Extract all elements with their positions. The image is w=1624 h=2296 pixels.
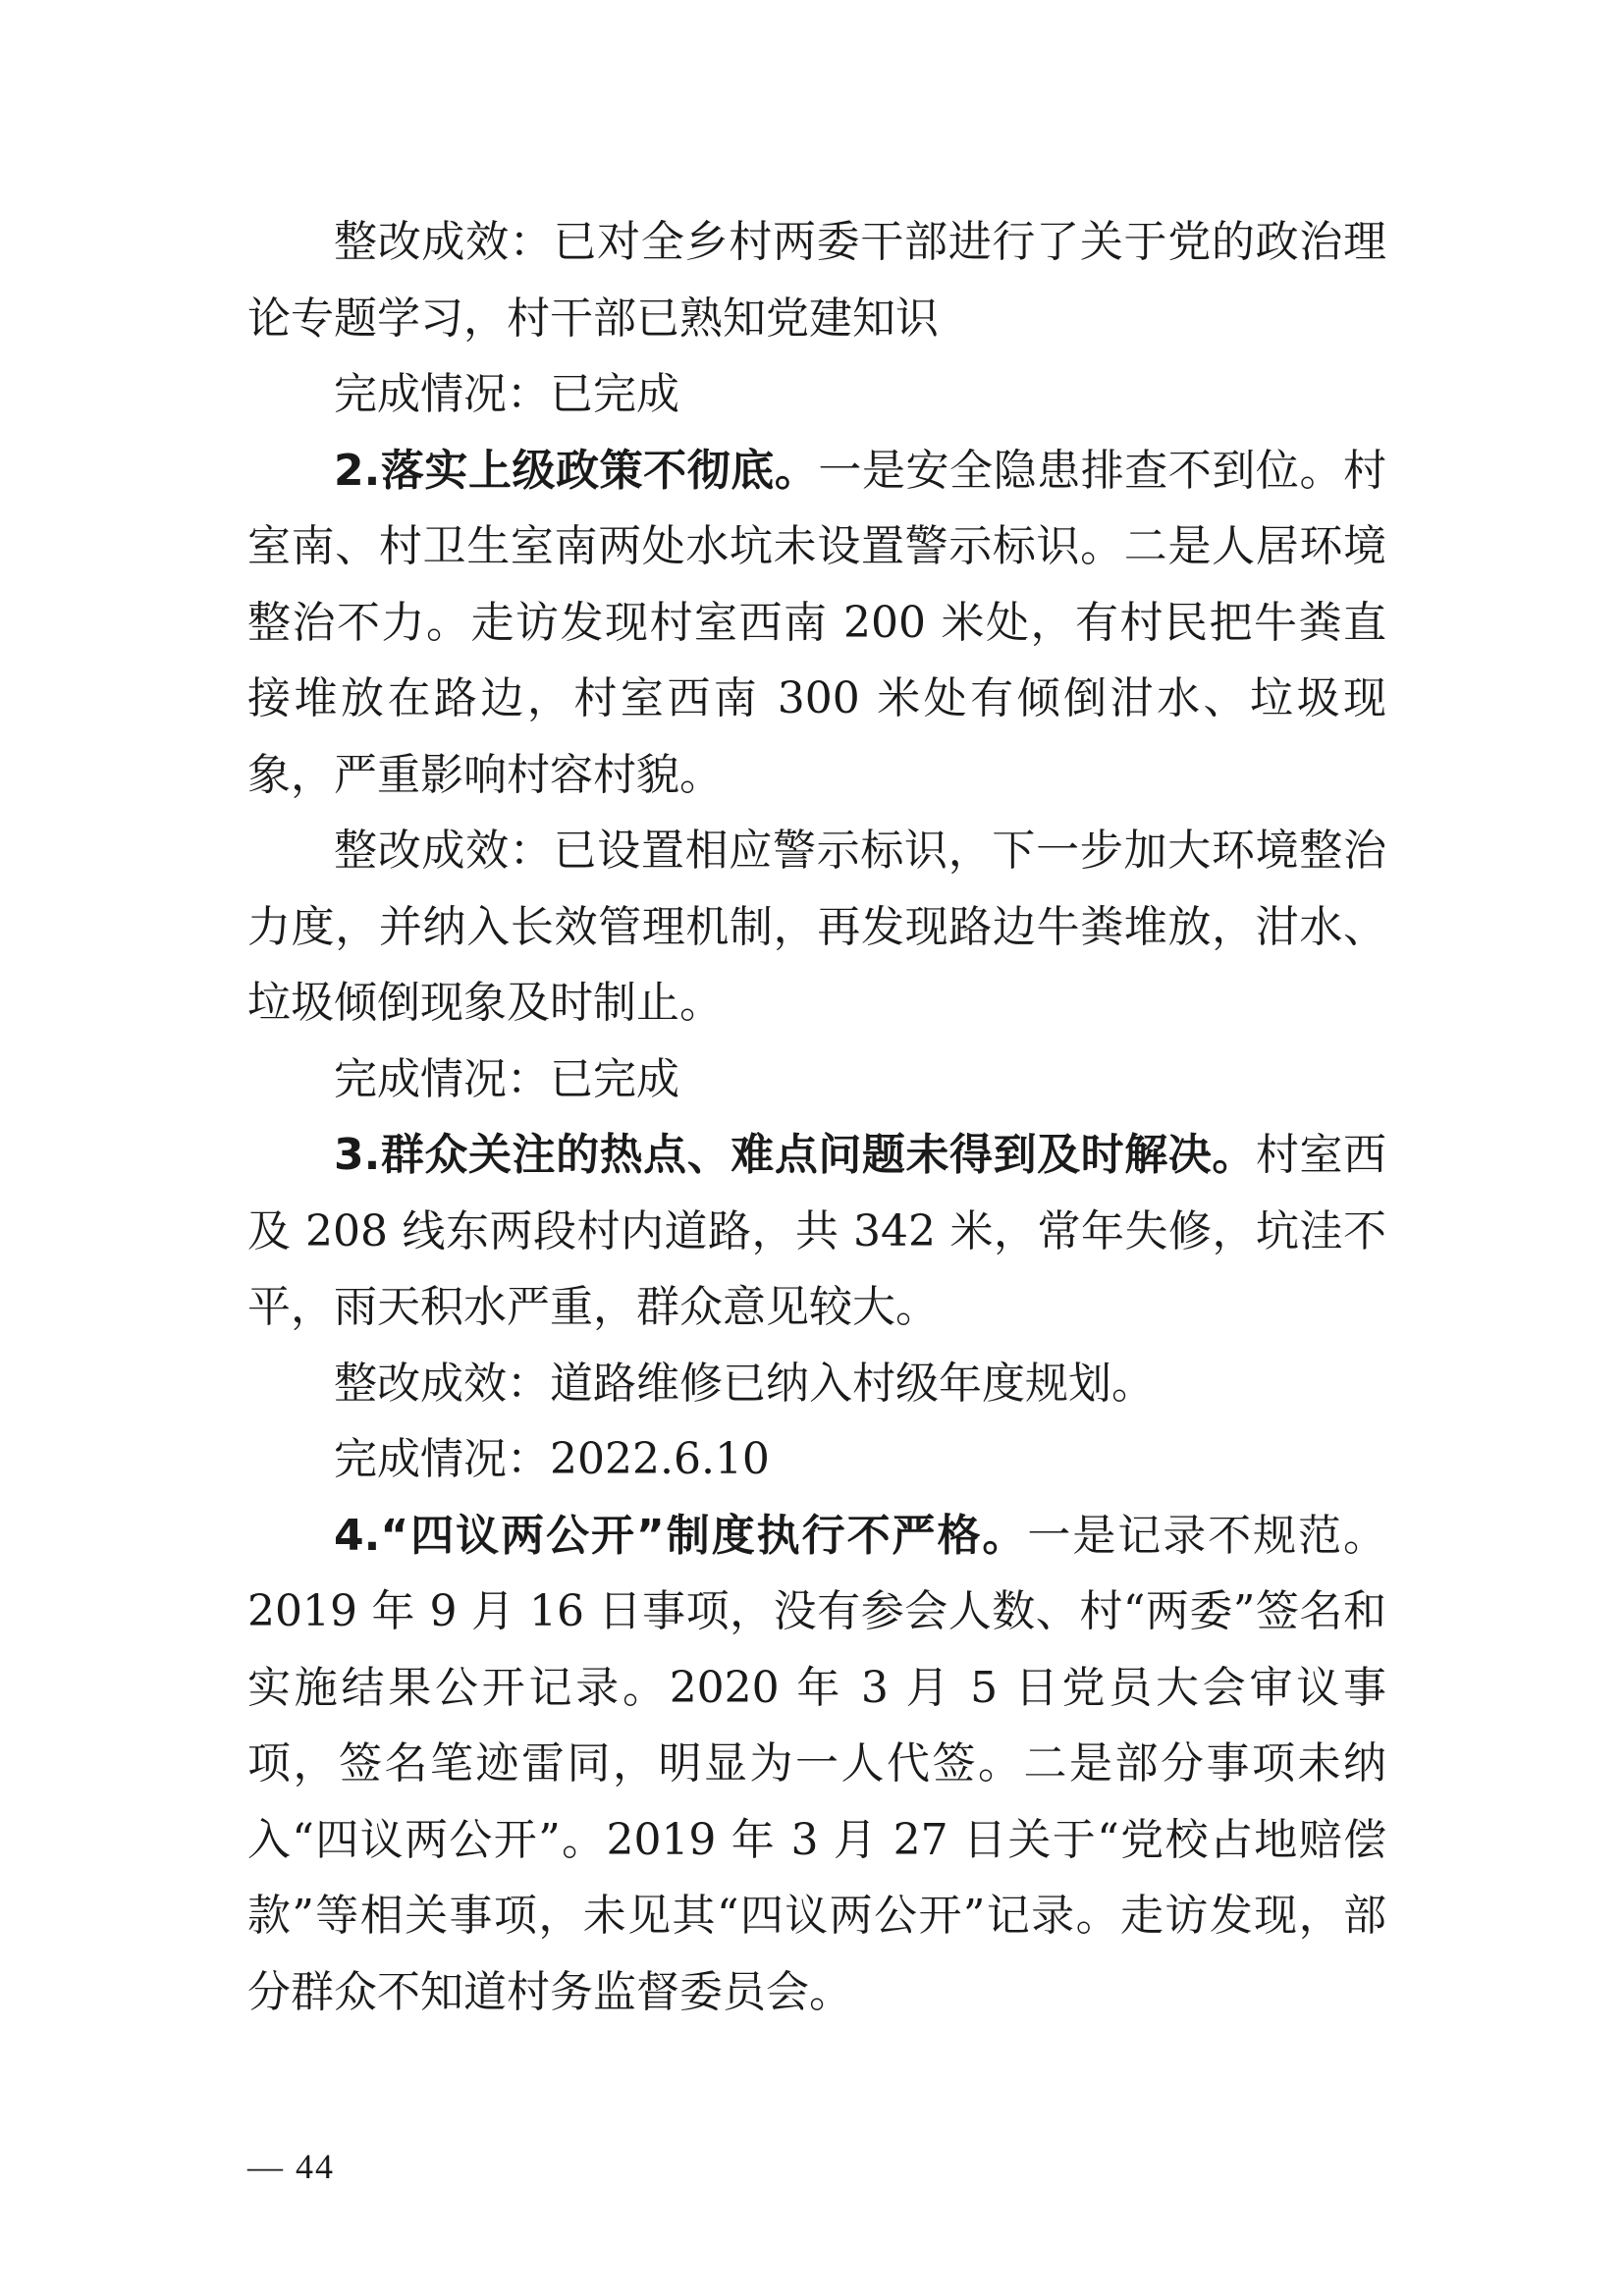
issue-heading: 4.“四议两公开”制度执行不严格。 (334, 1510, 1028, 1561)
paragraph-completion-status-1 (247, 356, 1386, 433)
paragraph-text: 村室西及 208 线东两段村内道路，共 342 米，常年失修，坑洼不平，雨天积水严重，群众意见较大。 (247, 1130, 1386, 1332)
paragraph-rectification-result-1 (247, 204, 1386, 356)
issue-heading: 3.群众关注的热点、难点问题未得到及时解决。 (334, 1130, 1256, 1180)
paragraph-text: 整改成效：道路维修已纳入村级年度规划。 (334, 1358, 1155, 1409)
paragraph-text: 完成情况：已完成 (334, 1053, 679, 1104)
paragraph-text: 一是安全隐患排查不到位。村室南、村卫生室南两处水坑未设置警示标识。二是人居环境整治不力。走访发现村室西南 200 米处，有村民把牛粪直接堆放在路边，村室西南 300 米处有倾倒泔水、垃圾现象，严重影响村容村貌。 (247, 445, 1386, 800)
paragraph-text: 整改成效：已对全乡村两委干部进行了关于党的政治理论专题学习，村干部已熟知党建知识 (247, 217, 1386, 344)
document-body (247, 204, 1386, 2030)
issue-heading: 2.落实上级政策不彻底。 (334, 445, 819, 496)
paragraph-text: 一是记录不规范。2019 年 9 月 16 日事项，没有参会人数、村“两委”签名和实施结果公开记录。2020 年 3 月 5 日党员大会审议事项，签名笔迹雷同，明显为一人代签。二是部分事项未纳入“四议两公开”。2019 年 3 月 27 日关于“党校占地赔偿款”等相关事项，未见其“四议两公开”记录。走访发现，部分群众不知道村务监督委员会。 (247, 1510, 1387, 2017)
page-number: — 44 (247, 2147, 335, 2186)
paragraph-issue-2 (247, 433, 1386, 814)
paragraph-completion-status-2 (247, 1041, 1386, 1118)
paragraph-text: 完成情况：已完成 (334, 369, 679, 419)
paragraph-rectification-result-2 (247, 813, 1386, 1041)
paragraph-issue-4 (247, 1498, 1386, 2031)
paragraph-rectification-result-3 (247, 1346, 1386, 1422)
paragraph-completion-status-3 (247, 1421, 1386, 1498)
paragraph-text: 完成情况：2022.6.10 (334, 1434, 770, 1484)
paragraph-text: 整改成效：已设置相应警示标识，下一步加大环境整治力度，并纳入长效管理机制，再发现路边牛粪堆放，泔水、垃圾倾倒现象及时制止。 (247, 826, 1386, 1028)
paragraph-issue-3 (247, 1117, 1386, 1346)
